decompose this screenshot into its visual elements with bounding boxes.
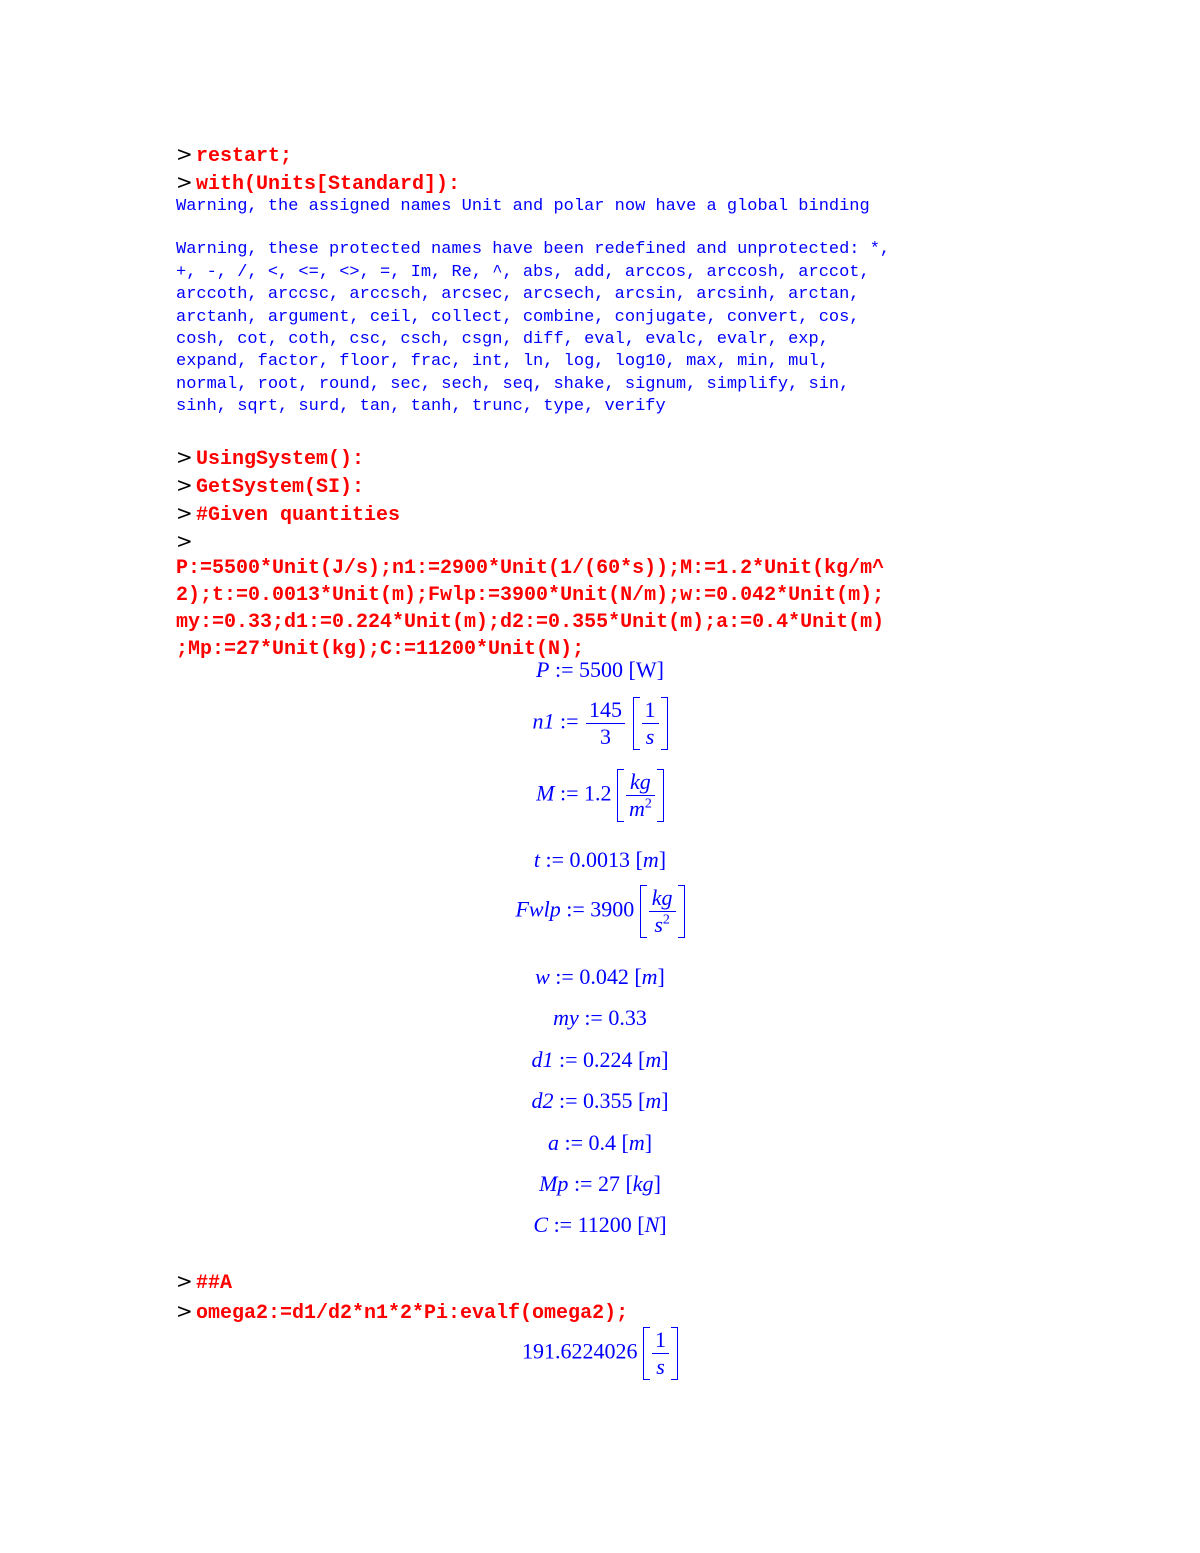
var-name: w: [535, 963, 550, 989]
var-name: P: [536, 656, 550, 682]
warning-line: arccoth, arccsc, arccsch, arcsec, arcsech, arcsin, arcsinh, arctan,: [176, 285, 860, 305]
unit: N: [644, 1211, 660, 1237]
warning-redefined-names: [176, 239, 1036, 418]
value: 191.6224026: [522, 1338, 638, 1364]
unit-bracket: [643, 1327, 678, 1380]
value: 3900: [590, 896, 635, 922]
unit-bracket: [617, 769, 664, 822]
unit-denominator: s: [654, 911, 663, 937]
input-given-block[interactable]: [176, 529, 1036, 555]
unit: m: [645, 1046, 662, 1072]
value: 0.33: [608, 1004, 647, 1030]
code-line[interactable]: 2);t:=0.0013*Unit(m);Fwlp:=3900*Unit(N/m);w:=0.042*Unit(m);: [176, 583, 885, 607]
code-line[interactable]: P:=5500*Unit(J/s);n1:=2900*Unit(1/(60*s));M:=1.2*Unit(kg/m^: [176, 556, 885, 580]
unit-numerator: kg: [651, 884, 673, 910]
value: 0.224: [582, 1046, 633, 1072]
input-using-system[interactable]: [176, 445, 1036, 473]
output-a: a := 0.4 [m]: [547, 1129, 653, 1155]
output-n1: [176, 697, 1024, 750]
assign-op: :=: [584, 1004, 603, 1030]
value: 0.355: [582, 1087, 633, 1113]
unit: kg: [632, 1170, 654, 1196]
output-d2: d2 := 0.355 [m]: [531, 1087, 669, 1113]
prompt-marker: >: [176, 472, 193, 497]
unit-numerator: kg: [630, 768, 651, 794]
warning-line: expand, factor, floor, frac, int, ln, log, log10, max, min, mul,: [176, 352, 829, 372]
input-get-system[interactable]: [176, 473, 1036, 501]
output-my: [176, 1005, 1024, 1031]
unit-denominator: m: [628, 795, 645, 821]
assign-op: :=: [559, 708, 579, 734]
prompt-marker: >: [176, 142, 193, 166]
output-P: P := 5500 [W]: [536, 656, 664, 682]
command-text[interactable]: omega2:=d1/d2*n1*2*Pi:evalf(omega2);: [196, 1301, 629, 1325]
output-omega2: [176, 1327, 1024, 1380]
value: 11200: [577, 1211, 632, 1237]
value: 0.0013: [569, 846, 631, 872]
var-name: Fwlp: [515, 896, 561, 922]
assign-op: :=: [558, 1087, 578, 1113]
output-M: [176, 769, 1024, 822]
given-quantities-code[interactable]: [176, 555, 1036, 663]
unit-numerator: 1: [655, 1326, 666, 1352]
warning-line: cosh, cot, coth, csc, csch, csgn, diff, eval, evalc, evalr, exp,: [176, 330, 829, 350]
assign-op: :=: [555, 963, 574, 989]
var-name: t: [533, 846, 541, 872]
code-line[interactable]: my:=0.33;d1:=0.224*Unit(m);d2:=0.355*Unit(m);a:=0.4*Unit(m): [176, 610, 885, 634]
value: 1.2: [583, 780, 612, 806]
assign-op: :=: [545, 846, 565, 872]
assign-op: :=: [559, 780, 579, 806]
exponent: 2: [644, 796, 652, 812]
var-name: a: [547, 1129, 559, 1155]
var-name: Mp: [539, 1170, 569, 1196]
exponent: 2: [662, 912, 670, 928]
prompt-marker: >: [176, 1268, 193, 1293]
denominator: 3: [586, 723, 625, 750]
prompt-marker: >: [176, 1298, 193, 1323]
numerator: 145: [589, 696, 623, 722]
warning-line: Warning, these protected names have been redefined and unprotected: *,: [176, 240, 891, 260]
warning-line: arctanh, argument, ceil, collect, combine, conjugate, convert, cos,: [176, 307, 860, 327]
output-Mp: Mp := 27 [kg]: [539, 1170, 661, 1196]
command-text[interactable]: UsingSystem():: [196, 447, 365, 471]
var-name: d1: [531, 1046, 554, 1072]
command-text[interactable]: ##A: [196, 1271, 233, 1295]
warning-line: +, -, /, <, <=, <>, =, Im, Re, ^, abs, add, arccos, arccosh, arccot,: [176, 262, 870, 282]
input-section-A[interactable]: [176, 1269, 1036, 1299]
unit-denominator: s: [652, 1353, 669, 1380]
assign-op: :=: [555, 656, 574, 682]
unit: W: [635, 656, 657, 682]
var-name: C: [533, 1211, 549, 1237]
unit-numerator: 1: [644, 696, 656, 722]
warning-line: normal, root, round, sec, sech, seq, shake, signum, simplify, sin,: [176, 374, 850, 394]
value: 27: [597, 1170, 620, 1196]
input-comment-given[interactable]: [176, 501, 1036, 529]
output-C: C := 11200 [N]: [533, 1211, 667, 1237]
var-name: n1: [532, 708, 555, 734]
unit-bracket: [633, 697, 668, 750]
var-name: M: [536, 780, 555, 806]
value: 0.042: [579, 963, 629, 989]
assign-op: :=: [558, 1046, 578, 1072]
command-text[interactable]: with(Units[Standard]):: [196, 173, 461, 196]
assign-op: :=: [564, 1129, 583, 1155]
warning-line: sinh, sqrt, surd, tan, tanh, trunc, type, verify: [176, 397, 666, 417]
output-Fwlp: [176, 885, 1024, 938]
unit-bracket: [640, 885, 685, 938]
command-text[interactable]: GetSystem(SI):: [196, 475, 365, 499]
unit: m: [641, 963, 658, 989]
prompt-marker: >: [176, 500, 193, 525]
command-text[interactable]: #Given quantities: [196, 503, 401, 527]
code-line[interactable]: ;Mp:=27*Unit(kg);C:=11200*Unit(N);: [176, 637, 585, 661]
assign-op: :=: [566, 896, 585, 922]
var-name: my: [553, 1004, 579, 1030]
assign-op: :=: [553, 1211, 573, 1237]
assign-op: :=: [573, 1170, 593, 1196]
value: 0.4: [588, 1129, 616, 1155]
prompt-marker: >: [176, 170, 193, 194]
input-restart[interactable]: [176, 142, 1036, 170]
input-with-units[interactable]: [176, 170, 1036, 198]
unit: m: [645, 1087, 662, 1113]
command-text[interactable]: restart;: [196, 145, 293, 168]
maple-worksheet: [176, 142, 1036, 1380]
warning-global-binding: Warning, the assigned names Unit and polar now have a global binding: [176, 197, 870, 216]
unit-denominator: s: [642, 723, 659, 750]
unit: m: [642, 846, 659, 872]
input-omega2[interactable]: [176, 1299, 1036, 1329]
output-w: w := 0.042 [m]: [535, 963, 665, 989]
output-t: t := 0.0013 [m]: [533, 846, 667, 872]
value: 5500: [579, 656, 624, 682]
var-name: d2: [531, 1087, 554, 1113]
output-math-area: [176, 656, 1036, 1263]
prompt-marker: >: [176, 528, 193, 553]
output-d1: d1 := 0.224 [m]: [531, 1046, 669, 1072]
unit: m: [628, 1129, 645, 1155]
fraction: [586, 697, 625, 750]
prompt-marker: >: [176, 444, 193, 469]
